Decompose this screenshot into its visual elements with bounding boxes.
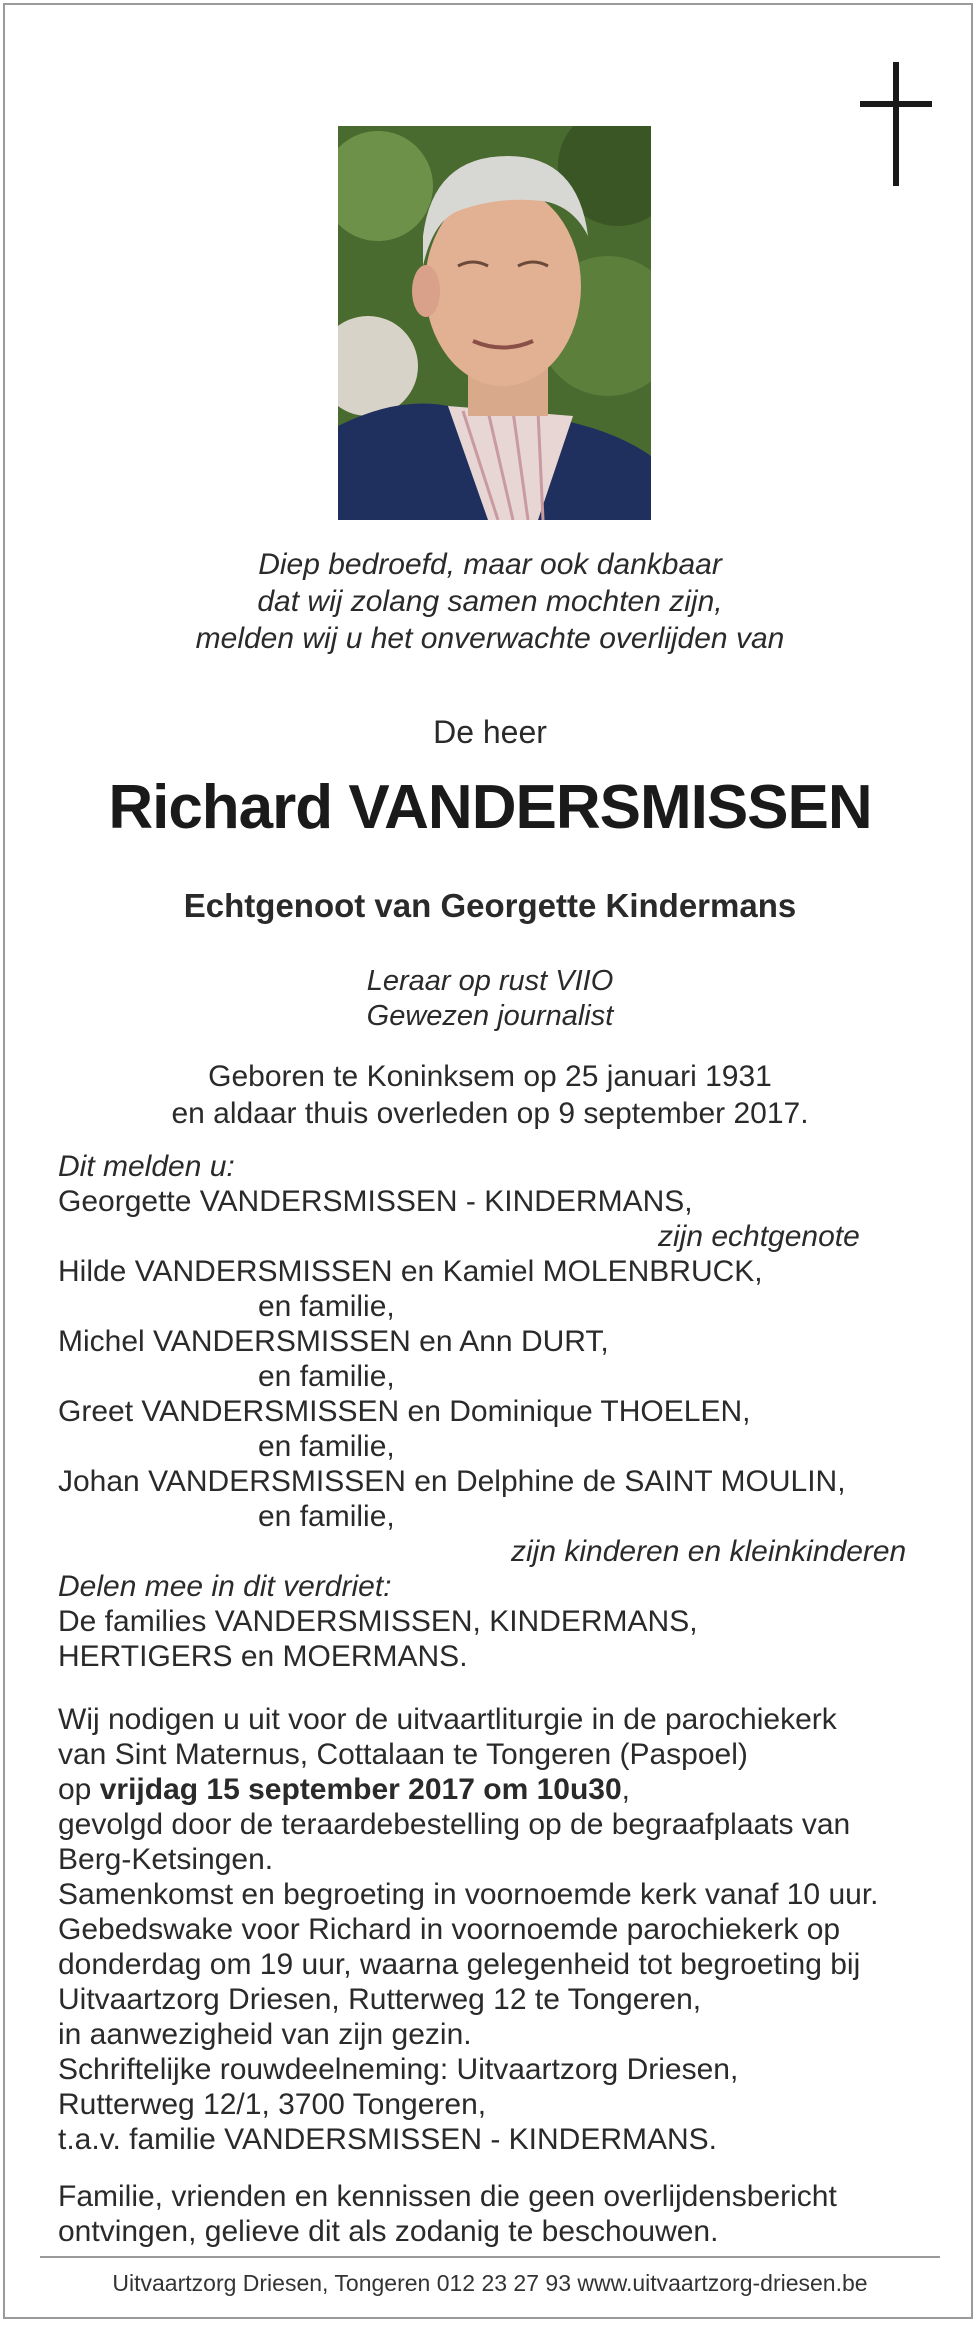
intro-line: melden wij u het onverwachte overlijden van	[195, 622, 785, 655]
footer-divider	[40, 2256, 940, 2258]
birth-death-info	[0, 1058, 980, 1132]
funeral-date-suffix: ,	[621, 1773, 631, 1806]
share-line: HERTIGERS en MOERMANS.	[58, 1640, 468, 1673]
intro-line: dat wij zolang samen mochten zijn,	[257, 585, 723, 618]
spouse-line: Echtgenoot van Georgette Kindermans	[183, 887, 797, 924]
child-line: Greet VANDERSMISSEN en Dominique THOELEN,	[58, 1395, 751, 1428]
role-line: Gewezen journalist	[366, 1000, 614, 1032]
intro-text	[0, 546, 980, 657]
funeral-line: Wij nodigen u uit voor de uitvaartliturgie in de parochiekerk	[58, 1703, 837, 1736]
funeral-line: donderdag om 19 uur, waarna gelegenheid tot begroeting bij	[58, 1948, 861, 1981]
spouse-name: Georgette VANDERSMISSEN - KINDERMANS,	[58, 1185, 693, 1218]
born-line: Geboren te Koninksem op 25 januari 1931	[208, 1060, 772, 1093]
spouse-role: zijn echtgenote	[658, 1220, 860, 1253]
children-role: zijn kinderen en kleinkinderen	[511, 1535, 907, 1568]
funeral-date-prefix: op	[58, 1773, 100, 1806]
funeral-line: van Sint Maternus, Cottalaan te Tongeren (Paspoel)	[58, 1738, 748, 1771]
funeral-line: t.a.v. familie VANDERSMISSEN - KINDERMANS.	[58, 2123, 718, 2156]
funeral-line: in aanwezigheid van zijn gezin.	[58, 2018, 472, 2051]
family-heading: Dit melden u:	[58, 1150, 235, 1183]
funeral-line: Rutterweg 12/1, 3700 Tongeren,	[58, 2088, 487, 2121]
closing-line: ontvingen, gelieve dit als zodanig te beschouwen.	[58, 2215, 719, 2248]
funeral-line: Uitvaartzorg Driesen, Rutterweg 12 te Tongeren,	[58, 1983, 702, 2016]
portrait-photo	[338, 126, 651, 520]
funeral-line: gevolgd door de teraardebestelling op de begraafplaats van	[58, 1808, 851, 1841]
deceased-name: Richard VANDERSMISSEN	[108, 773, 872, 842]
child-suffix: en familie,	[258, 1290, 395, 1323]
intro-line: Diep bedroefd, maar ook dankbaar	[258, 548, 722, 581]
funeral-line: Berg-Ketsingen.	[58, 1843, 274, 1876]
child-line: Hilde VANDERSMISSEN en Kamiel MOLENBRUCK,	[58, 1255, 763, 1288]
role-line: Leraar op rust VIIO	[366, 965, 614, 997]
footer-contact: Uitvaartzorg Driesen, Tongeren 012 23 27 93 www.uitvaartzorg-driesen.be	[112, 2270, 868, 2296]
share-heading: Delen mee in dit verdriet:	[58, 1570, 392, 1603]
honorific: De heer	[433, 714, 547, 750]
funeral-date: vrijdag 15 september 2017 om 10u30	[99, 1773, 622, 1806]
funeral-line: Gebedswake voor Richard in voornoemde parochiekerk op	[58, 1913, 841, 1946]
closing-line: Familie, vrienden en kennissen die geen overlijdensbericht	[58, 2180, 837, 2213]
child-line: Johan VANDERSMISSEN en Delphine de SAINT MOULIN,	[58, 1465, 846, 1498]
child-suffix: en familie,	[258, 1360, 395, 1393]
share-line: De families VANDERSMISSEN, KINDERMANS,	[58, 1605, 698, 1638]
roles	[0, 964, 980, 1034]
child-line: Michel VANDERSMISSEN en Ann DURT,	[58, 1325, 609, 1358]
funeral-line: Samenkomst en begroeting in voornoemde kerk vanaf 10 uur.	[58, 1878, 879, 1911]
child-suffix: en familie,	[258, 1500, 395, 1533]
funeral-line: Schriftelijke rouwdeelneming: Uitvaartzorg Driesen,	[58, 2053, 739, 2086]
funeral-date-line	[58, 1773, 630, 1807]
child-suffix: en familie,	[258, 1430, 395, 1463]
died-line: en aldaar thuis overleden op 9 september 2017.	[171, 1097, 809, 1130]
cross-icon	[858, 60, 934, 188]
